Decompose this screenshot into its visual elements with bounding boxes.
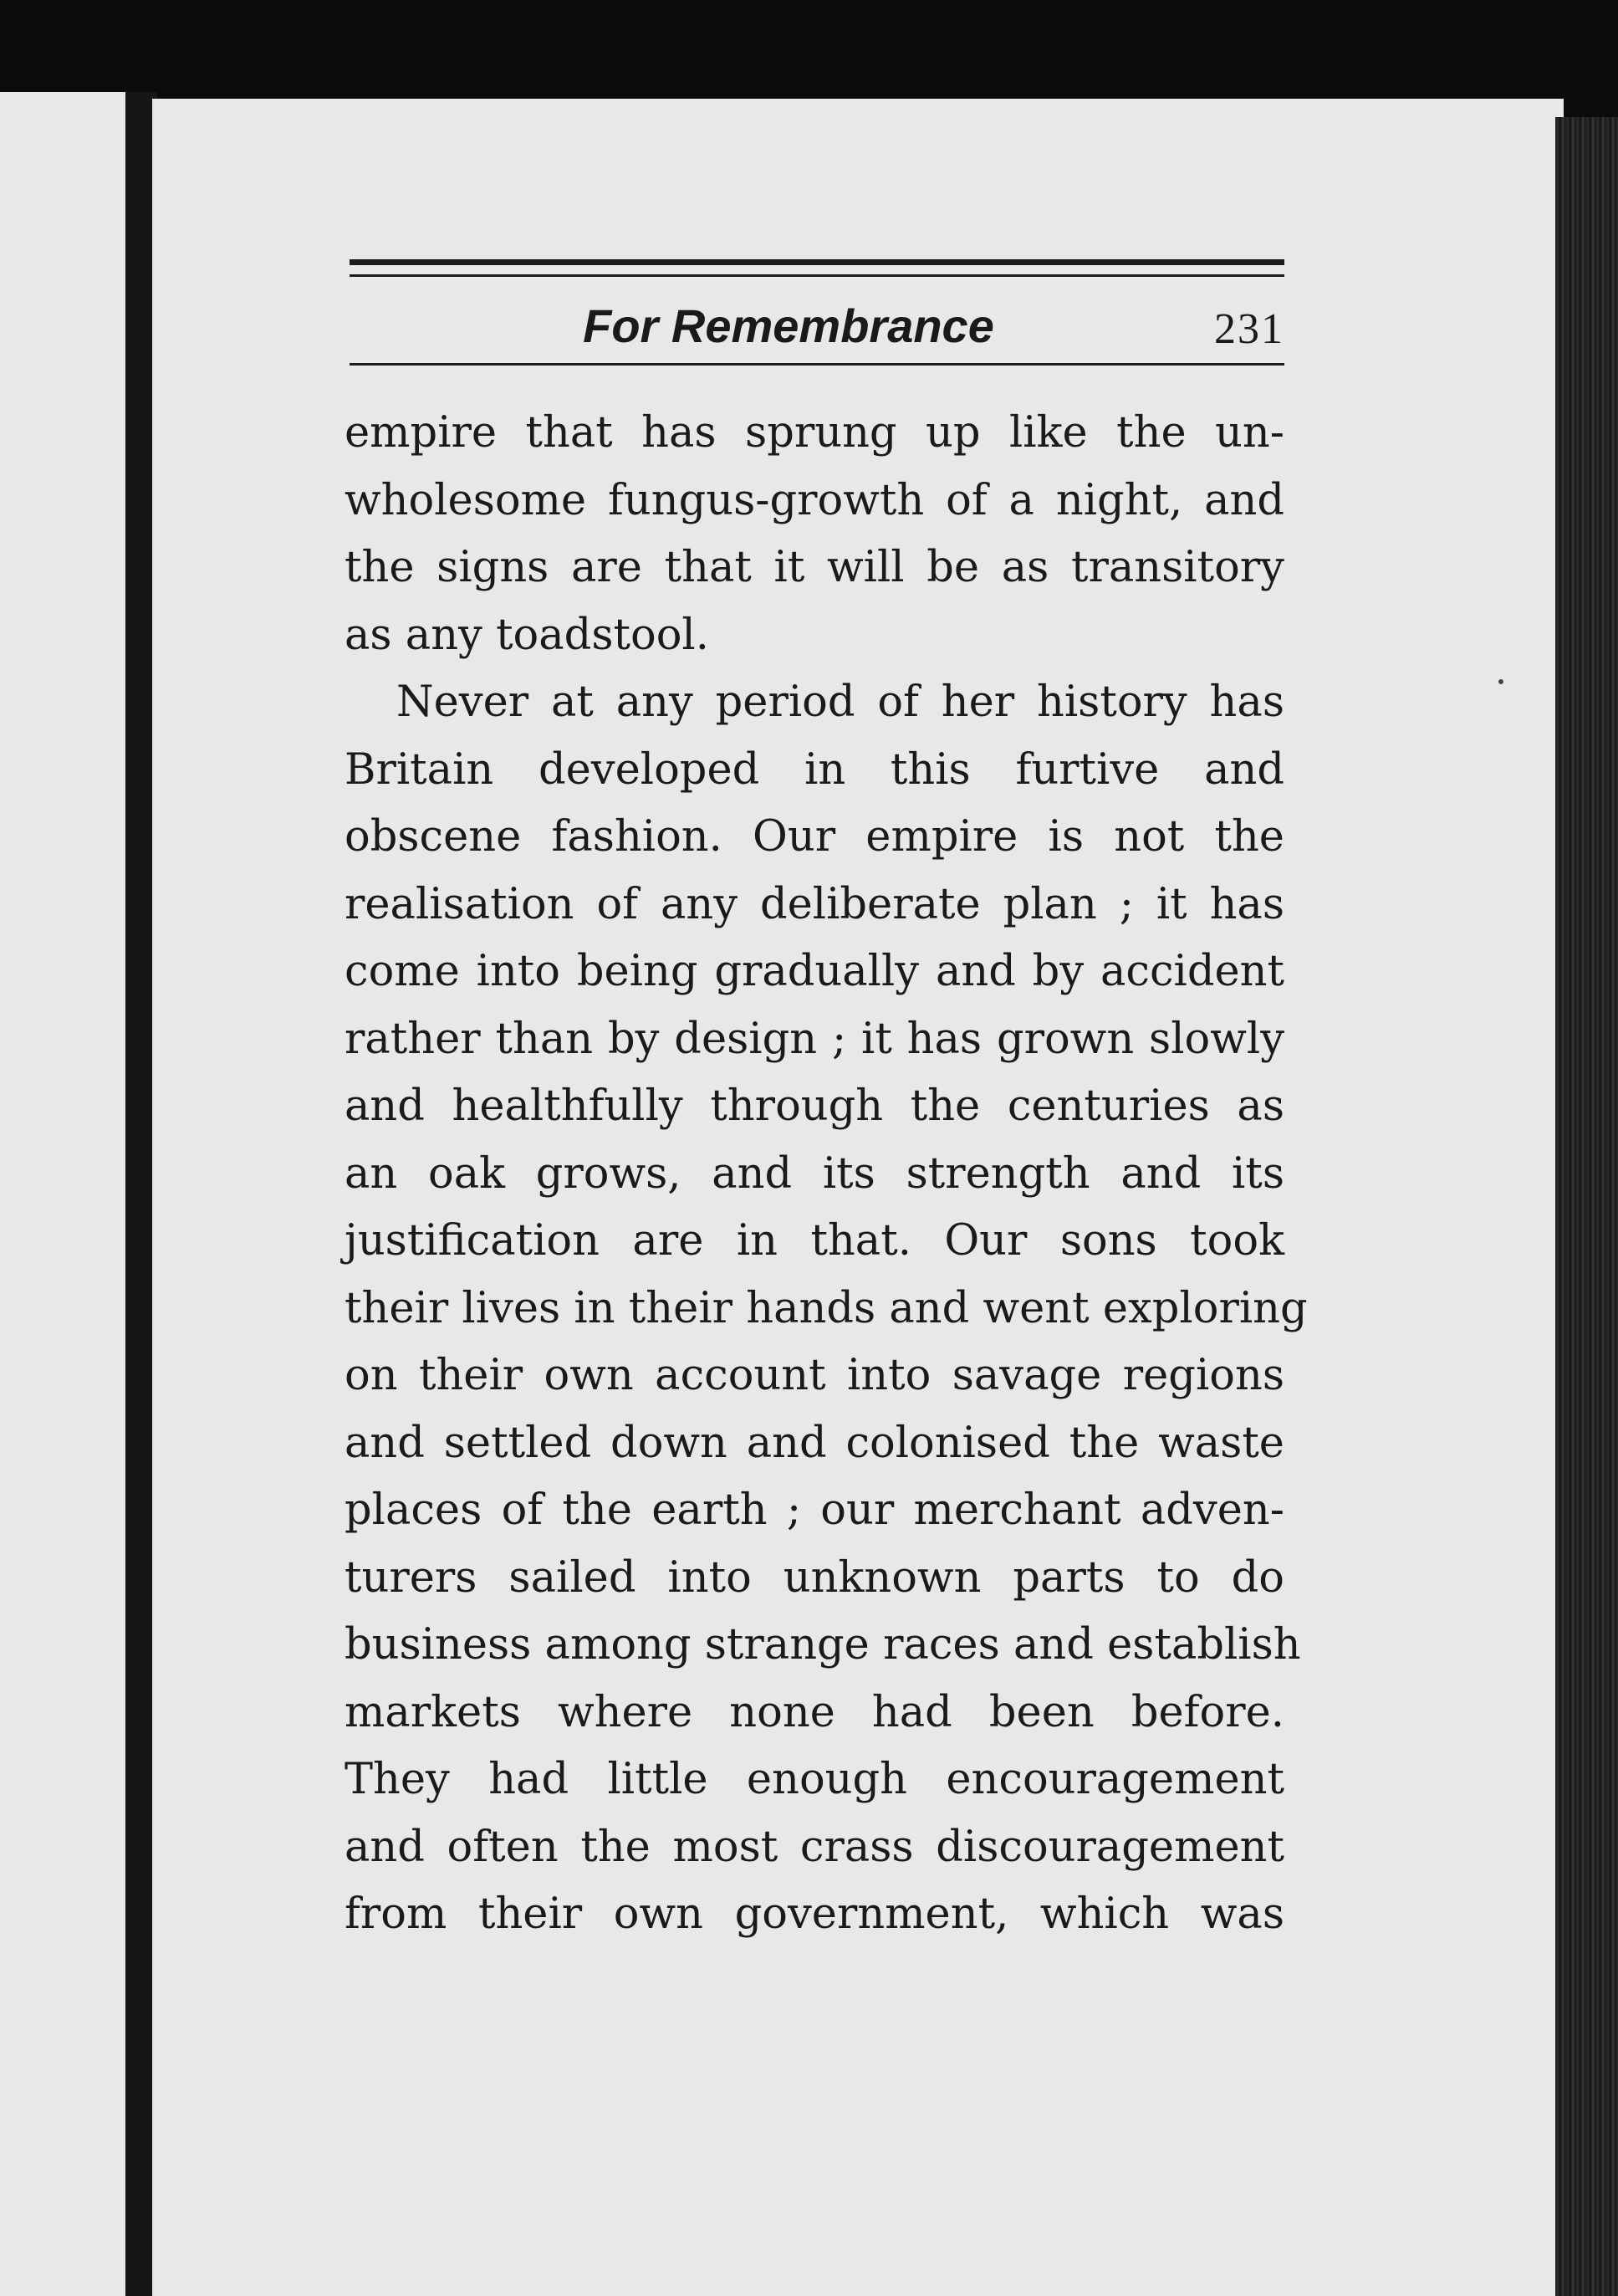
scan-speck <box>1498 679 1503 684</box>
body-text <box>345 400 1308 1949</box>
facing-page-edge <box>0 92 125 2296</box>
text-line: come into being gradually and by accident <box>345 947 1284 996</box>
text-line: an oak grows, and its strength and its <box>345 1148 1284 1199</box>
text-line: Never at any period of her history has <box>396 678 1284 727</box>
book-binding-edge <box>1555 117 1618 2296</box>
text-line: obscene fashion. Our empire is not the <box>345 812 1284 862</box>
text-line: realisation of any deliberate plan ; it has <box>345 879 1284 929</box>
text-line: on their own account into savage regions <box>345 1351 1284 1400</box>
text-line: business among strange races and establish <box>345 1620 1301 1670</box>
text-line: and settled down and colonised the waste <box>345 1418 1284 1468</box>
text-line: from their own government, which was <box>345 1889 1284 1939</box>
text-line: and often the most crass discouragement <box>345 1822 1284 1872</box>
running-title: For Remembrance <box>583 299 994 352</box>
text-line: justification are in that. Our sons took <box>345 1216 1284 1266</box>
text-line: the signs are that it will be as transitory <box>345 543 1284 592</box>
page-number: 231 <box>1214 305 1284 353</box>
text-line: places of the earth ; our merchant adven- <box>345 1485 1284 1535</box>
text-line: as any toadstool. <box>345 610 709 660</box>
text-line: wholesome fungus-growth of a night, and <box>345 475 1284 525</box>
text-line: They had little enough encouragement <box>345 1755 1284 1804</box>
header-rule-thick <box>350 259 1284 265</box>
text-line: rather than by design ; it has grown slowly <box>345 1014 1284 1064</box>
paragraph <box>345 400 1284 669</box>
header-rule-thin <box>350 274 1284 277</box>
text-line: empire that has sprung up like the un- <box>345 408 1284 458</box>
text-line: turers sailed into unknown parts to do <box>345 1552 1284 1603</box>
running-head <box>350 297 1284 355</box>
text-line: markets where none had been before. <box>345 1687 1284 1737</box>
text-line: and healthfully through the centuries as <box>345 1082 1284 1131</box>
text-line: their lives in their hands and went exploring <box>345 1283 1308 1333</box>
header-rule-bottom <box>350 363 1284 366</box>
paragraph <box>345 669 1308 1949</box>
text-line: Britain developed in this furtive and <box>345 744 1284 795</box>
